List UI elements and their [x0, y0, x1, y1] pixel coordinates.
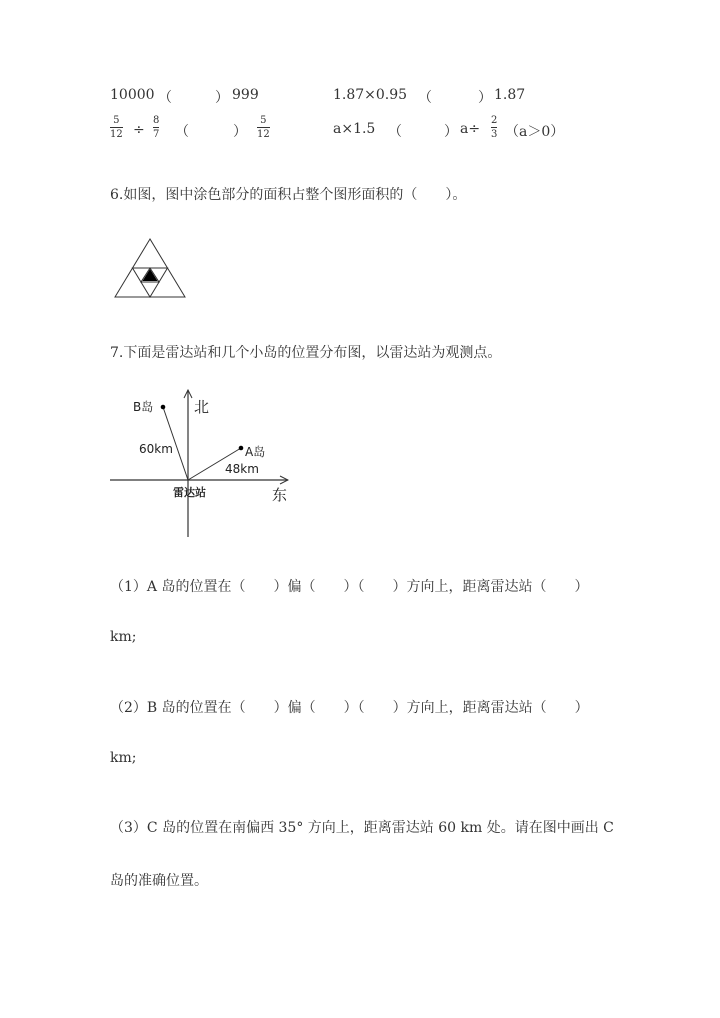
fraction-denominator: 7	[153, 129, 160, 140]
fraction-denominator: 12	[257, 129, 270, 140]
number-10000: 10000	[110, 87, 155, 103]
question-7-text: 7.下面是雷达站和几个小岛的位置分布图，以雷达站为观测点。	[110, 345, 502, 361]
question-7-part-1-unit: km;	[110, 629, 137, 645]
answer-paren-close: ）	[215, 90, 229, 106]
shaded-triangle	[143, 269, 158, 281]
question-7-part-3-continued: 岛的准确位置。	[110, 873, 208, 889]
island-b-dot	[161, 405, 166, 410]
east-label: 东	[272, 486, 288, 504]
fraction-denominator: 3	[491, 129, 498, 140]
island-b-distance: 60km	[139, 442, 173, 456]
question-7-part-1: （1）A 岛的位置在（ ）偏（ ）（ ）方向上，距离雷达站（ ）	[110, 579, 589, 595]
answer-paren-open: （	[175, 124, 189, 140]
triangle-figure	[110, 236, 190, 300]
question-6-text: 6.如图，图中涂色部分的面积占整个图形面积的（ ）。	[110, 187, 467, 203]
number-1-87: 1.87	[494, 87, 526, 103]
answer-paren-close: ）	[233, 124, 247, 140]
island-b-label: B岛	[133, 400, 154, 414]
fraction-numerator: 5	[260, 115, 267, 126]
expression-a-divide: a÷	[460, 121, 481, 137]
fraction-8-7	[153, 115, 159, 140]
answer-paren-open: （	[388, 124, 402, 140]
radar-station-label: 雷达站	[173, 486, 206, 499]
fraction-2-3	[491, 115, 497, 140]
island-a-label: A岛	[245, 445, 266, 459]
number-999: 999	[232, 87, 259, 103]
fraction-numerator: 5	[113, 115, 120, 126]
expression-product: 1.87×0.95	[333, 87, 408, 103]
answer-paren-open: （	[418, 90, 432, 106]
answer-paren-close: ）	[478, 90, 492, 106]
island-a-distance: 48km	[225, 462, 259, 476]
answer-paren-open: （	[158, 90, 172, 106]
island-a-dot	[239, 446, 244, 451]
fraction-5-12	[257, 115, 270, 140]
fraction-numerator: 8	[153, 115, 160, 126]
question-7-part-2: （2）B 岛的位置在（ ）偏（ ）（ ）方向上，距离雷达站（ ）	[110, 700, 589, 716]
radar-map	[110, 385, 300, 540]
condition-a-positive: （a＞0）	[505, 124, 565, 140]
question-7-part-3: （3）C 岛的位置在南偏西 35° 方向上，距离雷达站 60 km 处。请在图中画出 C	[110, 820, 614, 836]
fraction-5-12	[110, 115, 123, 140]
north-label: 北	[194, 398, 210, 416]
question-7-part-2-unit: km;	[110, 750, 137, 766]
answer-paren-close: ）	[444, 124, 458, 140]
divide-sign: ÷	[133, 122, 145, 138]
fraction-numerator: 2	[491, 115, 498, 126]
expression-a-times: a×1.5	[333, 121, 376, 137]
fraction-denominator: 12	[110, 129, 123, 140]
